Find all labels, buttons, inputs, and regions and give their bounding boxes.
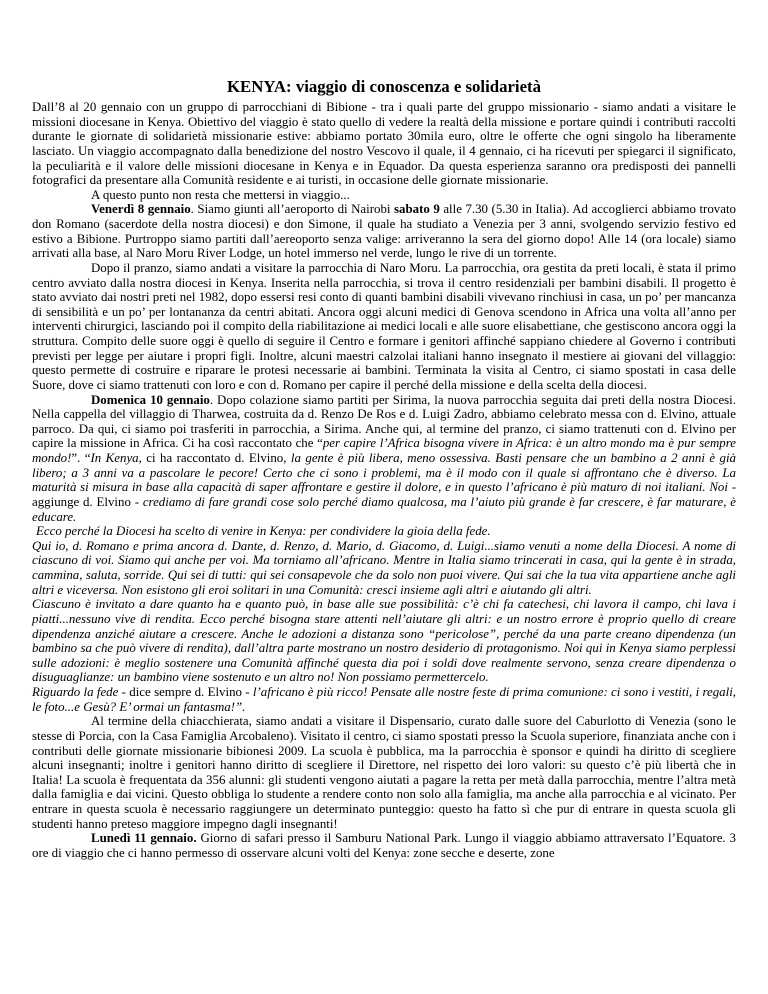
- quote-text: crediamo di fare grandi cose solo perché diamo qualcosa, ma l’aiuto più grande è far crescere, è far maturare, è educare.: [32, 494, 736, 524]
- paragraph-text: Dopo il pranzo, siamo andati a visitare la parrocchia di Naro Moru. La parrocchia, ora gestita da preti locali, è stata il primo centro avviato dalla nostra diocesi in Kenya. Inserita nella parrocchia, si trova il centro residenziali per bambini disabili. Il progetto è stato avviato dai nostri preti nel 1982, dopo essersi resi conto di quanti bambini disabili vivevano rinchiusi in casa, un po’ per mancanza di sensibilità e un po’ per lontananza da centri abitati. Ancora oggi alcuni medici di Genova scendono in Africa una volta all’anno per interventi chirurgici, lasciando poi il compito della riabilitazione ai medici locali e alle suore elisabettiane, che gestiscono ancora oggi la struttura. Compito delle suore oggi è quello di seguire il Centro e formare i genitori affinché sappiano chiedere al Governo i contributi previsti per legge per aiutare i propri figli. Inoltre, alcuni maestri calzolai italiani hanno insegnato il mestiere ai giovani del villaggio: questo permette di costruire e riparare le protesi necessarie ai bambini. Terminata la visita al Centro, ci siamo spostati in casa delle Suore, dove ci siamo trattenuti con loro e con d. Romano per capire il perché della missione e della scelta della diocesi.: [32, 260, 736, 392]
- document-title: KENYA: viaggio di conoscenza e solidarietà: [226, 77, 542, 96]
- paragraph: [32, 685, 736, 714]
- paragraph: [32, 714, 736, 831]
- paragraph: [32, 393, 736, 525]
- quote-text: Riguardo la fede: [32, 685, 119, 699]
- paragraph-text: alle 7.30 (5.30 in Italia). Ad accoglierci abbiamo trovato don Romano (sacerdote della nostra diocesi) e don Simone, il quale ha studiato a Venezia per 3 anni, svolgendo servizio festivo ed estivo a Bibione. Purtroppo siamo partiti dall’aereoporto senza valige: arriveranno la sera del giorno dopo! Alle 14 (ora locale) siamo arrivati alla base, al Naro Moru River Lodge, un hotel immerso nel verde, lungo le rive di un torrente.: [32, 202, 736, 261]
- bold-date: sabato 9: [394, 202, 440, 217]
- paragraph: [32, 188, 736, 203]
- quote-text: l’africano è più ricco! Pensate alle nostre feste di prima comunione: ci sono i vestiti, i regali, le foto...e Gesù? E’ ormai un fantasma!”.: [32, 685, 736, 714]
- document-body: [32, 100, 736, 861]
- paragraph: [32, 100, 736, 188]
- paragraph-text: Giorno di safari presso il Samburu National Park. Lungo il viaggio abbiamo attraversato l’Equatore. 3 ore di viaggio che ci hanno permesso di osservare alcuni volti del Kenya: zone secche e deserte, zone: [32, 831, 736, 860]
- paragraph-text: Qui io, d. Romano e prima ancora d. Dante, d. Renzo, d. Mario, d. Giacomo, d. Luigi...siamo venuti a nome della Diocesi. A nome di ciascuno di voi. Siamo qui anche per voi. Ma torniamo all’africano. Mentre in Italia siamo trincerati in casa, qui la gente è in strada, cammina, saluta, sorride. Qui sei di tutti: qui sei consapevole che da solo non puoi vivere. Qui sai che la tua vita appartiene anche agli altri e viceversa. Non esistono gli eroi solitari in una Comunità: cresci insieme agli altri e aiutando gli altri.: [32, 538, 736, 597]
- paragraph: [32, 202, 736, 261]
- paragraph: [32, 539, 736, 598]
- paragraph-text: - dice sempre d. Elvino -: [118, 685, 253, 699]
- paragraph-text: Al termine della chiacchierata, siamo andati a visitare il Dispensario, curato dalle suore del Caburlotto di Venezia (sono le stesse di Porcia, con la Casa Famiglia Arcobaleno). Visitato il centro, ci siamo spostati presso la Scuola superiore, finanziata anche con i contributi delle giornate missionarie bibionesi 2009. La scuola è pubblica, ma la parrocchia è sponsor e quindi ha diritto di scegliere alcuni insegnanti; inoltre i genitori hanno diritto di scegliere il Direttore, nel rispetto dei loro valori: su questo c’è più libertà che in Italia! La scuola è frequentata da 356 alunni: gli studenti vengono aiutati a pagare la retta per metà dalla parrocchia, mentre l’altra metà dalla famiglia e dai vicini. Questo obbliga lo studente a rendere conto non solo alla famiglia, ma anche alla parrocchia e al vicinato. Per entrare in questa scuola è necessario raggiungere un determinato punteggio: questo ha fatto sì che pur di entrare in questa scuola gli studenti hanno preteso maggiore impegno dagli insegnanti!: [32, 714, 736, 831]
- paragraph-text: . Dopo colazione siamo partiti per Sirima, la nuova parrocchia seguita dai preti della nostra Diocesi. Nella cappella del villaggio di Tharwea, costruita da d. Renzo De Ros e d. Luigi Zadro, abbiamo celebrato messa con d. Elvino, attuale parroco. Da qui, ci siamo poi trasferiti in parrocchia, a Sirima. Anche qui, al termine del pranzo, ci siamo trattenuti con d. Elvino per capire la missione in Africa. Ci ha così raccontato che “: [32, 392, 736, 451]
- paragraph-text: Ciascuno è invitato a dare quanto ha e quanto può, in base alle sue possibilità: c’è chi fa catechesi, chi lavora il campo, chi lava i piatti...nessuno vive di rendita. Ecco perché bisogna stare attenti nell’aiutare gli altri: e un nostro errore è proprio quello di creare dipendenza anziché aiutare a crescere. Anche le adozioni a distanza sono “pericolose”, perché da una parte creano dipendenza (un bambino sa che può vivere di rendita), dall’altra parte mostrano un nostro desiderio di protagonismo. Noi qui in Kenya siamo perplessi sulle adozioni: è meglio sostenere una Comunità affinché questa dia poi i soldi dove realmente servono, senza creare dipendenza o disuguaglianze: un bambino viene sostenuto e un altro no! Non possiamo permettercelo.: [32, 597, 736, 685]
- paragraph: [32, 597, 736, 685]
- paragraph-text: ”. “: [71, 451, 91, 465]
- paragraph-text: ci ha raccontato d. Elvino,: [141, 451, 291, 465]
- bold-date: Lunedì 11 gennaio.: [91, 831, 197, 846]
- paragraph: [32, 524, 736, 539]
- paragraph: [32, 261, 736, 393]
- paragraph-text: A questo punto non resta che mettersi in viaggio...: [91, 187, 350, 202]
- paragraph-text: - aggiunge d. Elvino -: [32, 480, 736, 509]
- quote-text: per capire l’Africa bisogna vivere in Africa: è un altro mondo ma è pur sempre mondo!: [32, 436, 737, 465]
- bold-date: Venerdì 8 gennaio: [91, 202, 191, 217]
- paragraph-text: Dall’8 al 20 gennaio con un gruppo di parrocchiani di Bibione - tra i quali parte del gruppo missionario - siamo andati a visitare le missioni diocesane in Kenya. Obiettivo del viaggio è stato quello di vedere la realtà della missione e portare quindi i contributi raccolti durante le giornate di solidarietà missionarie estive: abbiamo portato 30mila euro, oltre le offerte che ogni singolo ha liberamente lasciato. Un viaggio accompagnato dalla benedizione del nostro Vescovo il quale, il 4 gennaio, ci ha ricevuti per spiegarci il significato, la peculiarità e il valore delle missioni diocesane in Kenya e in Equador. Da questa esperienza saranno ora predisposti dei pannelli fotografici da presentare alla Comunità residente e ai turisti, in occasione delle giornate missionarie.: [32, 100, 736, 188]
- quote-text: In Kenya,: [90, 451, 142, 465]
- quote-text: la gente è più libera, meno ossessiva. Basti pensare che un bambino a 2 anni è già libero; a 3 anni va a pascolare le pecore! Certo che ci sono i problemi, ma è il modo con il quale si affrontano che è diverso. La maturità si misura in base alla capacità di saper affrontare e gestire il dolore, e in questo l’africano è più maturo di noi italiani. Noi: [32, 451, 736, 495]
- paragraph-text: . Siamo giunti all’aeroporto di Nairobi: [190, 202, 395, 217]
- bold-date: Domenica 10 gennaio: [91, 392, 210, 407]
- paragraph: [32, 831, 736, 860]
- paragraph-text: Ecco perché la Diocesi ha scelto di venire in Kenya: per condividere la gioia della fede.: [36, 524, 491, 539]
